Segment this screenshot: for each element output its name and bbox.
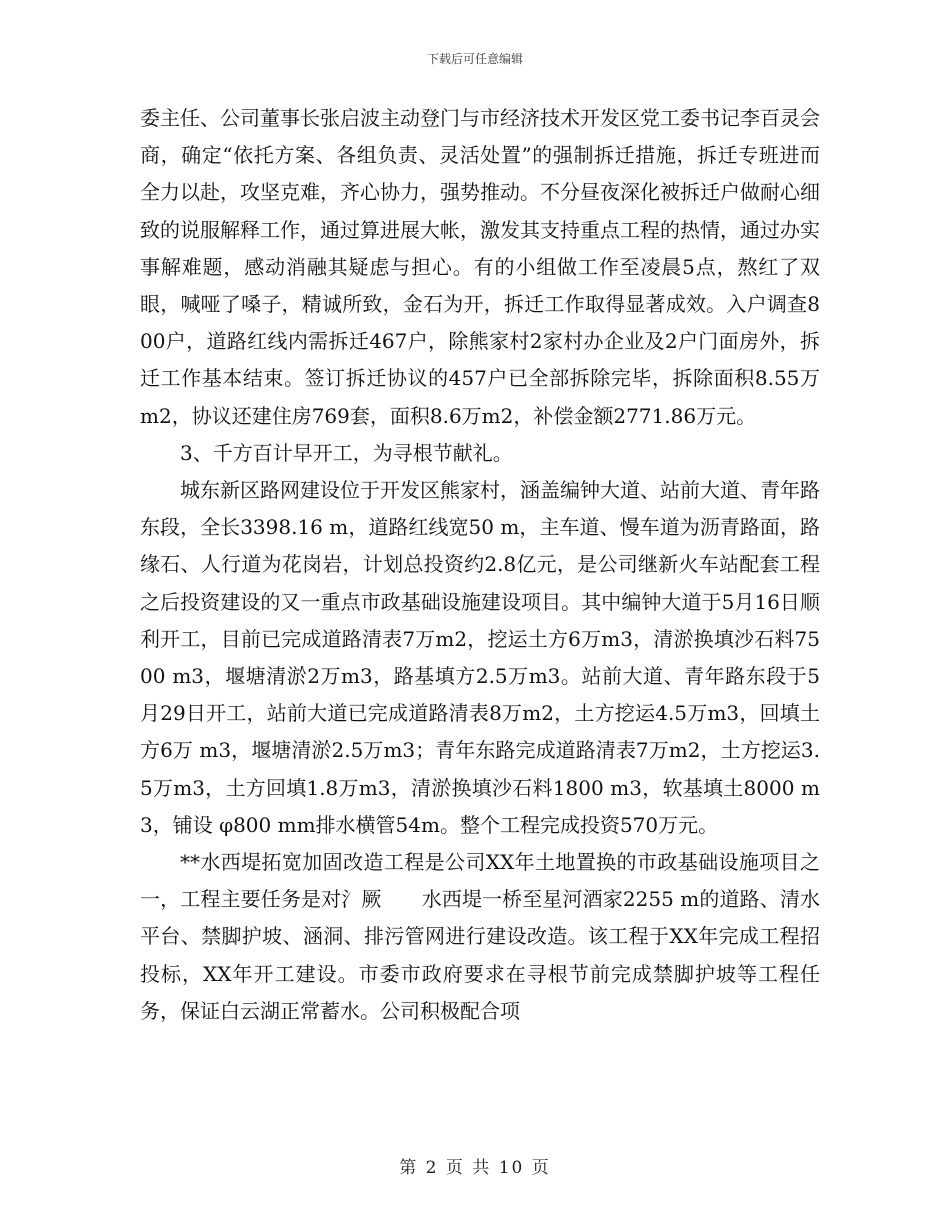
page-header: 下载后可任意编辑 <box>426 52 523 66</box>
paragraph-road-network: 城东新区路网建设位于开发区熊家村，涵盖编钟大道、站前大道、青年路东段，全长3398.16 m，道路红线宽50 m，主车道、慢车道为沥青路面，路缘石、人行道为花岗岩，计划总投资约2.8亿元，是公司继新火车站配套工程之后投资建设的又一重点市政基础设施建设项目。其中编钟大道于5月16日顺利开工，目前已完成道路清表7万m2，挖运土方6万m3，清淤换填沙石料7500 m3，堰塘清淤2万m3，路基填方2.5万m3。站前大道、青年路东段于5月29日开工，站前大道已完成道路清表8万m2，土方挖运4.5万m3，回填土方6万 m3，堰塘清淤2.5万m3；青年东路完成道路清表7万m2，土方挖运3.5万m3，土方回填1.8万m3，清淤换填沙石料1800 m3，软基填土8000 m3，铺设 φ800 mm排水横管54m。整个工程完成投资570万元。 <box>140 478 820 837</box>
paragraph-levee-project: **水西堤拓宽加固改造工程是公司XX年土地置换的市政基础设施项目之一，工程主要任务是对氵厥 水西堤一桥至星河酒家2255 m的道路、清水平台、禁脚护坡、涵洞、排污管网进行建设改造。该工程于XX年完成工程招投标，XX年开工建设。市委市政府要求在寻根节前完成禁脚护坡等工程任务，保证白云湖正常蓄水。公司积极配合项 <box>140 850 820 1023</box>
paragraph-demolition: 委主任、公司董事长张启波主动登门与市经济技术开发区党工委书记李百灵会商，确定“依托方案、各组负责、灵活处置”的强制拆迁措施，拆迁专班进而全力以赴，攻坚克难，齐心协力，强势推动。不分昼夜深化被拆迁户做耐心细致的说服解释工作，通过算进展大帐，激发其支持重点工程的热情，通过办实事解难题，感动消融其疑虑与担心。有的小组做工作至凌晨5点，熬红了双眼，喊哑了嗓子，精诚所致，金石为开，拆迁工作取得显著成效。入户调查800户，道路红线内需拆迁467户，除熊家村2家村办企业及2户门面房外，拆迁工作基本结束。签订拆迁协议的457户已全部拆除完毕，拆除面积8.55万m2，协议还建住房769套，面积8.6万m2，补偿金额2771.86万元。 <box>140 106 820 428</box>
section-heading-3: 3、千方百计早开工，为寻根节献礼。 <box>180 440 513 465</box>
document-body <box>140 100 820 1030</box>
page-number: 第 2 页 共 10 页 <box>399 1158 551 1178</box>
